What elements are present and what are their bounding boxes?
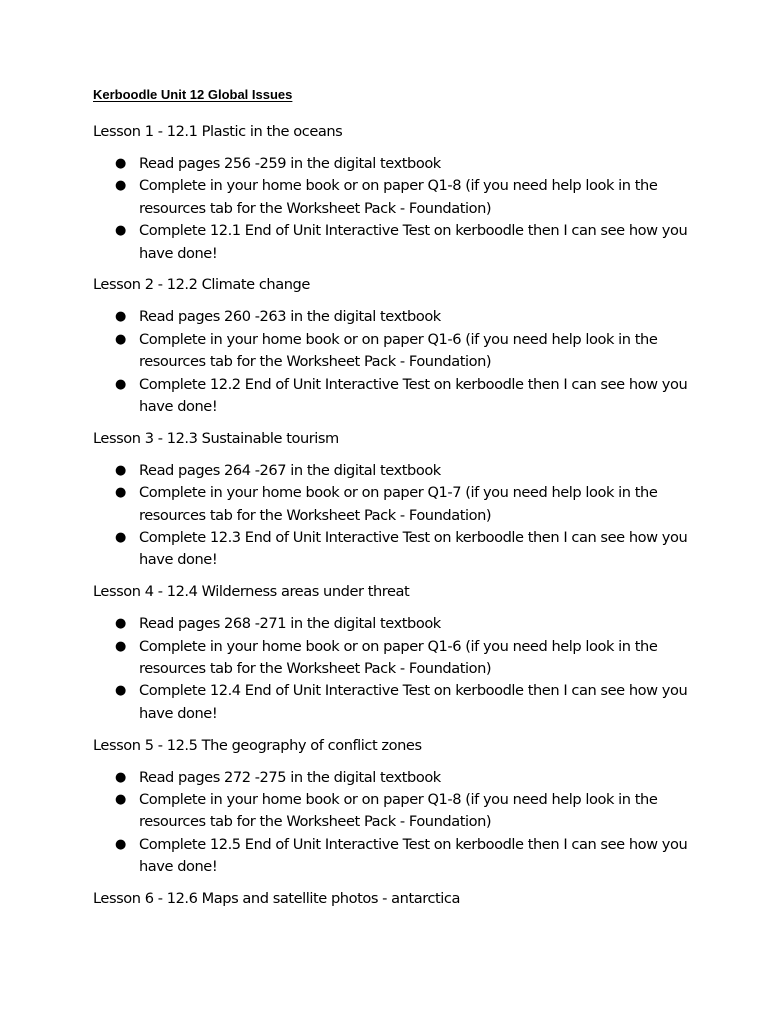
task-text: Complete 12.1 End of Unit Interactive Test on kerboodle then I can see how you have done! — [139, 222, 688, 262]
lesson-heading: Lesson 6 - 12.6 Maps and satellite photos - antarctica — [93, 890, 460, 908]
list-item — [93, 767, 693, 789]
bullet-icon: ● — [115, 155, 126, 171]
list-item — [93, 680, 693, 725]
bullet-icon: ● — [115, 309, 126, 325]
bullet-icon: ● — [115, 769, 126, 785]
list-item — [93, 482, 693, 527]
bullet-icon: ● — [115, 462, 126, 478]
bullet-icon: ● — [115, 178, 126, 194]
list-item — [93, 374, 693, 419]
document-body — [93, 121, 693, 911]
task-text: Complete 12.4 End of Unit Interactive Test on kerboodle then I can see how you have done! — [139, 682, 688, 722]
lesson-3 — [93, 428, 693, 572]
lesson-heading: Lesson 4 - 12.4 Wilderness areas under threat — [93, 583, 410, 601]
list-item — [93, 175, 693, 220]
lesson-1 — [93, 121, 693, 265]
list-item — [93, 613, 693, 635]
list-item — [93, 527, 693, 572]
task-text: Read pages 268 -271 in the digital textbook — [139, 615, 441, 633]
task-text: Complete in your home book or on paper Q1-6 (if you need help look in the resources tab for the Worksheet Pack - Foundation) — [139, 637, 658, 677]
list-item — [93, 834, 693, 879]
task-list — [93, 613, 693, 725]
lesson-heading: Lesson 3 - 12.3 Sustainable tourism — [93, 429, 339, 447]
bullet-icon: ● — [115, 836, 126, 852]
task-list — [93, 767, 693, 879]
lesson-6 — [93, 888, 693, 910]
bullet-icon: ● — [115, 529, 126, 545]
bullet-icon: ● — [115, 376, 126, 392]
task-text: Complete 12.2 End of Unit Interactive Test on kerboodle then I can see how you have done! — [139, 375, 688, 415]
bullet-icon: ● — [115, 638, 126, 654]
lesson-heading: Lesson 1 - 12.1 Plastic in the oceans — [93, 123, 343, 140]
list-item — [93, 636, 693, 681]
task-text: Complete 12.5 End of Unit Interactive Test on kerboodle then I can see how you have done! — [139, 835, 688, 876]
list-item — [93, 329, 693, 374]
list-item — [93, 220, 693, 265]
bullet-icon: ● — [115, 616, 126, 632]
lesson-heading: Lesson 5 - 12.5 The geography of conflict zones — [93, 736, 422, 754]
bullet-icon: ● — [115, 683, 126, 699]
bullet-icon: ● — [115, 223, 126, 239]
list-item — [93, 306, 693, 328]
task-text: Complete in your home book or on paper Q1-6 (if you need help look in the resources tab for the Worksheet Pack - Foundation) — [139, 330, 658, 371]
bullet-icon: ● — [115, 791, 126, 807]
task-text: Complete in your home book or on paper Q1-8 (if you need help look in the resources tab for the Worksheet Pack - Foundation) — [139, 177, 658, 217]
task-text: Read pages 256 -259 in the digital textbook — [139, 154, 441, 172]
task-text: Complete in your home book or on paper Q1-7 (if you need help look in the resources tab for the Worksheet Pack - Foundation) — [139, 484, 658, 524]
bullet-icon: ● — [115, 485, 126, 501]
document-title: Kerboodle Unit 12 Global Issues — [93, 87, 293, 102]
lesson-2 — [93, 274, 693, 418]
task-text: Complete in your home book or on paper Q1-8 (if you need help look in the resources tab for the Worksheet Pack - Foundation) — [139, 790, 658, 831]
list-item — [93, 460, 693, 482]
task-text: Read pages 264 -267 in the digital textbook — [139, 461, 441, 479]
task-text: Complete 12.3 End of Unit Interactive Test on kerboodle then I can see how you have done! — [139, 528, 688, 569]
task-list — [93, 460, 693, 572]
bullet-icon: ● — [115, 331, 126, 347]
lesson-4 — [93, 581, 693, 725]
task-list — [93, 153, 693, 265]
list-item — [93, 153, 693, 175]
list-item — [93, 789, 693, 834]
task-text: Read pages 272 -275 in the digital textbook — [139, 768, 441, 786]
lesson-5 — [93, 735, 693, 879]
task-list — [93, 306, 693, 418]
lesson-heading: Lesson 2 - 12.2 Climate change — [93, 276, 310, 294]
task-text: Read pages 260 -263 in the digital textbook — [139, 308, 441, 326]
